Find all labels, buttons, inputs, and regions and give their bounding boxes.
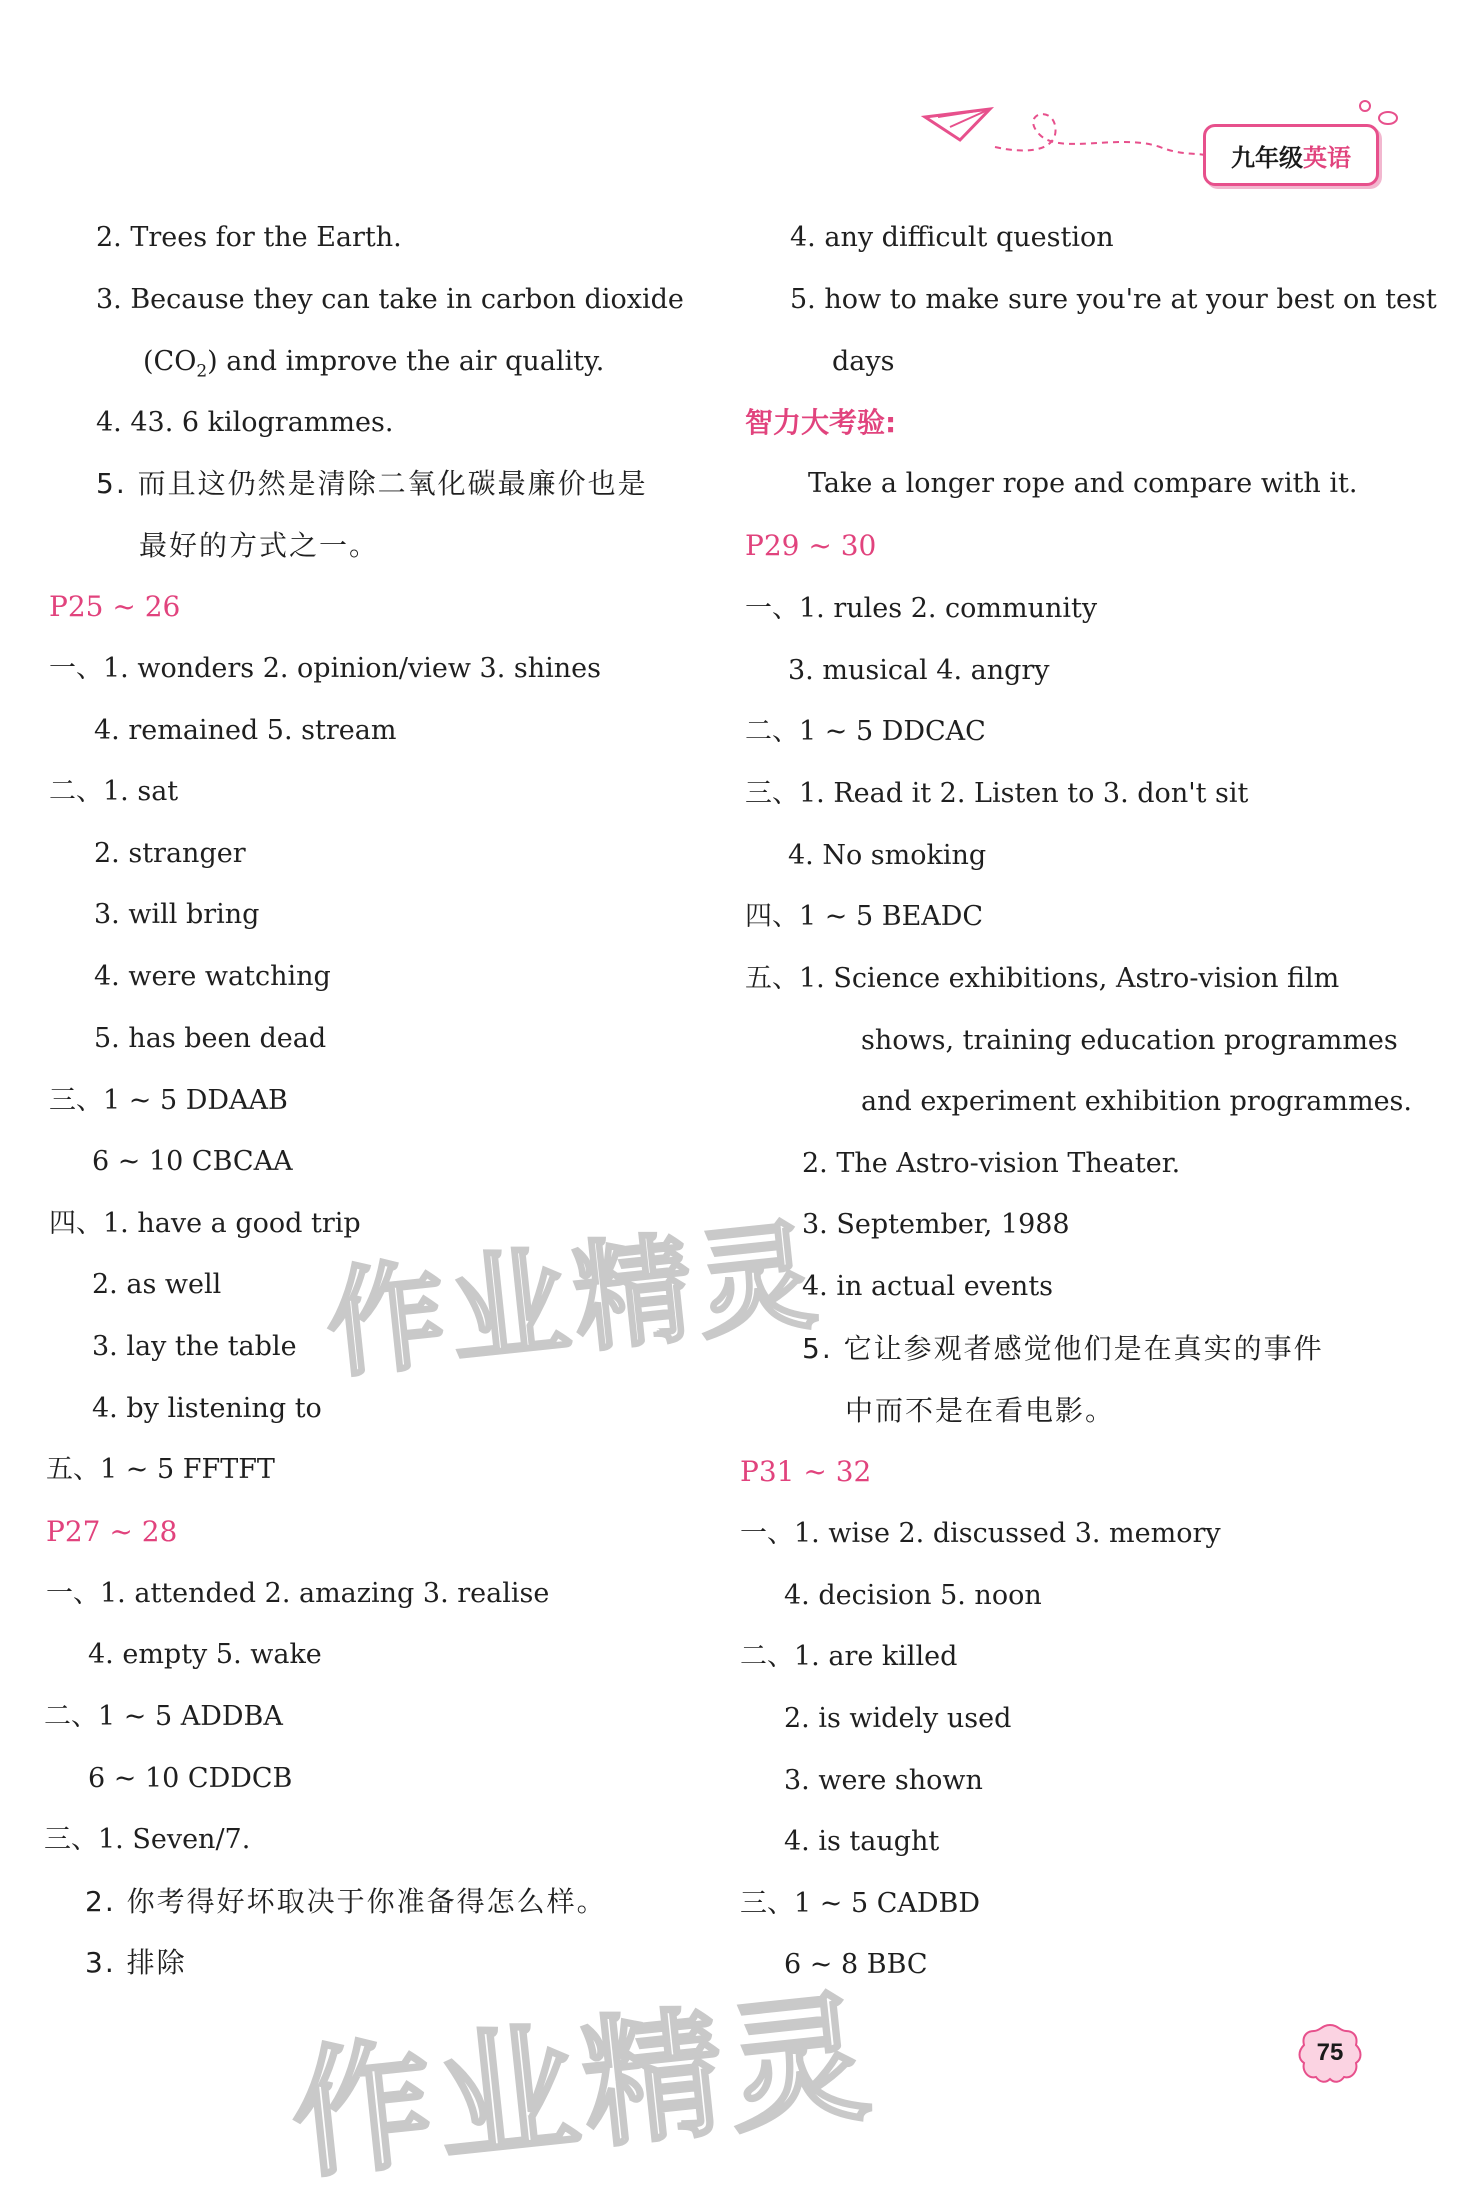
answer-line: 二、1 ~ 5 DDCAC — [745, 716, 986, 747]
answer-line: 3. will bring — [94, 899, 260, 930]
answer-line: 2. is widely used — [784, 1703, 1012, 1734]
grade-label: 九年级 — [1231, 143, 1303, 172]
answer-line: 二、1 ~ 5 ADDBA — [44, 1701, 283, 1732]
answer-line: 3. lay the table — [92, 1331, 297, 1362]
answer-line: 5. how to make sure you're at your best on test — [790, 284, 1437, 315]
answer-line: 最好的方式之一。 — [139, 529, 380, 562]
answer-line: 二、1. are killed — [740, 1641, 958, 1672]
section-heading: P29 ~ 30 — [745, 529, 877, 562]
answer-line: 4. decision 5. noon — [784, 1580, 1042, 1611]
answer-line: 4. empty 5. wake — [88, 1639, 322, 1670]
section-heading: 智力大考验: — [745, 406, 897, 439]
answer-line: 3. Because they can take in carbon dioxide — [96, 284, 684, 315]
page-number: 75 — [1316, 2039, 1344, 2066]
answer-line: 三、1 ~ 5 DDAAB — [49, 1085, 288, 1116]
formula-open: (CO — [143, 346, 197, 377]
answer-line: 5. 它让参观者感觉他们是在真实的事件 — [802, 1332, 1324, 1365]
answer-line: 6 ~ 10 CDDCB — [88, 1763, 293, 1794]
answer-line: 一、1. rules 2. community — [745, 593, 1098, 624]
answer-line — [143, 345, 604, 388]
answer-line: 三、1 ~ 5 CADBD — [740, 1888, 981, 1919]
answer-line: 一、1. attended 2. amazing 3. realise — [46, 1578, 550, 1609]
section-heading: P31 ~ 32 — [740, 1455, 872, 1488]
paper-plane-icon — [920, 95, 1220, 175]
answer-line: 2. 你考得好坏取决于你准备得怎么样。 — [85, 1885, 607, 1918]
answer-line: 中而不是在看电影。 — [845, 1394, 1116, 1427]
answer-line: Take a longer rope and compare with it. — [808, 468, 1358, 499]
answer-line: 2. stranger — [94, 838, 246, 869]
answer-line: 5. 而且这仍然是清除二氧化碳最廉价也是 — [96, 467, 648, 500]
subject-label: 英语 — [1303, 143, 1351, 172]
answer-line: 6 ~ 10 CBCAA — [92, 1146, 293, 1177]
answer-line: 2. The Astro-vision Theater. — [802, 1148, 1181, 1179]
grade-subject-badge — [1203, 124, 1379, 186]
answer-line: 6 ~ 8 BBC — [784, 1949, 928, 1980]
answer-line: 4. by listening to — [92, 1393, 322, 1424]
answer-line: shows, training education programmes — [861, 1025, 1398, 1056]
answer-line: 5. has been dead — [94, 1023, 327, 1054]
answer-line: 4. in actual events — [802, 1271, 1054, 1302]
answer-line: 4. 43. 6 kilogrammes. — [96, 407, 394, 438]
answer-line: 四、1 ~ 5 BEADC — [745, 901, 984, 932]
answer-line: 4. any difficult question — [790, 222, 1114, 253]
section-heading: P25 ~ 26 — [49, 590, 181, 623]
watermark: 作业精灵 — [320, 1205, 828, 1395]
formula-subscript: 2 — [196, 361, 208, 382]
answer-line: 4. is taught — [784, 1826, 940, 1857]
answer-line: 2. Trees for the Earth. — [96, 222, 402, 253]
answer-line: and experiment exhibition programmes. — [861, 1086, 1412, 1117]
answer-line: 三、1. Read it 2. Listen to 3. don't sit — [745, 778, 1249, 809]
answer-line: 三、1. Seven/7. — [44, 1824, 251, 1855]
section-heading: P27 ~ 28 — [46, 1515, 178, 1548]
answer-line: 二、1. sat — [49, 776, 179, 807]
answer-line: 4. were watching — [94, 961, 331, 992]
answer-line: 2. as well — [92, 1269, 222, 1300]
answer-line: 4. No smoking — [788, 840, 987, 871]
answer-line: 3. were shown — [784, 1765, 983, 1796]
watermark-bottom: 作业精灵 — [284, 1975, 883, 2200]
answer-line: 四、1. have a good trip — [49, 1208, 361, 1239]
answer-line: 3. September, 1988 — [802, 1209, 1070, 1240]
answer-line: days — [832, 346, 895, 377]
answer-line: 五、1. Science exhibitions, Astro-vision film — [745, 963, 1340, 994]
answer-line: 一、1. wise 2. discussed 3. memory — [740, 1518, 1221, 1549]
formula-rest: ) and improve the air quality. — [207, 346, 605, 377]
answer-line: 五、1 ~ 5 FFTFT — [46, 1454, 275, 1485]
answer-line: 一、1. wonders 2. opinion/view 3. shines — [49, 653, 601, 684]
answer-line: 3. 排除 — [85, 1946, 187, 1979]
answer-line: 4. remained 5. stream — [94, 715, 397, 746]
answer-line: 3. musical 4. angry — [788, 655, 1050, 686]
